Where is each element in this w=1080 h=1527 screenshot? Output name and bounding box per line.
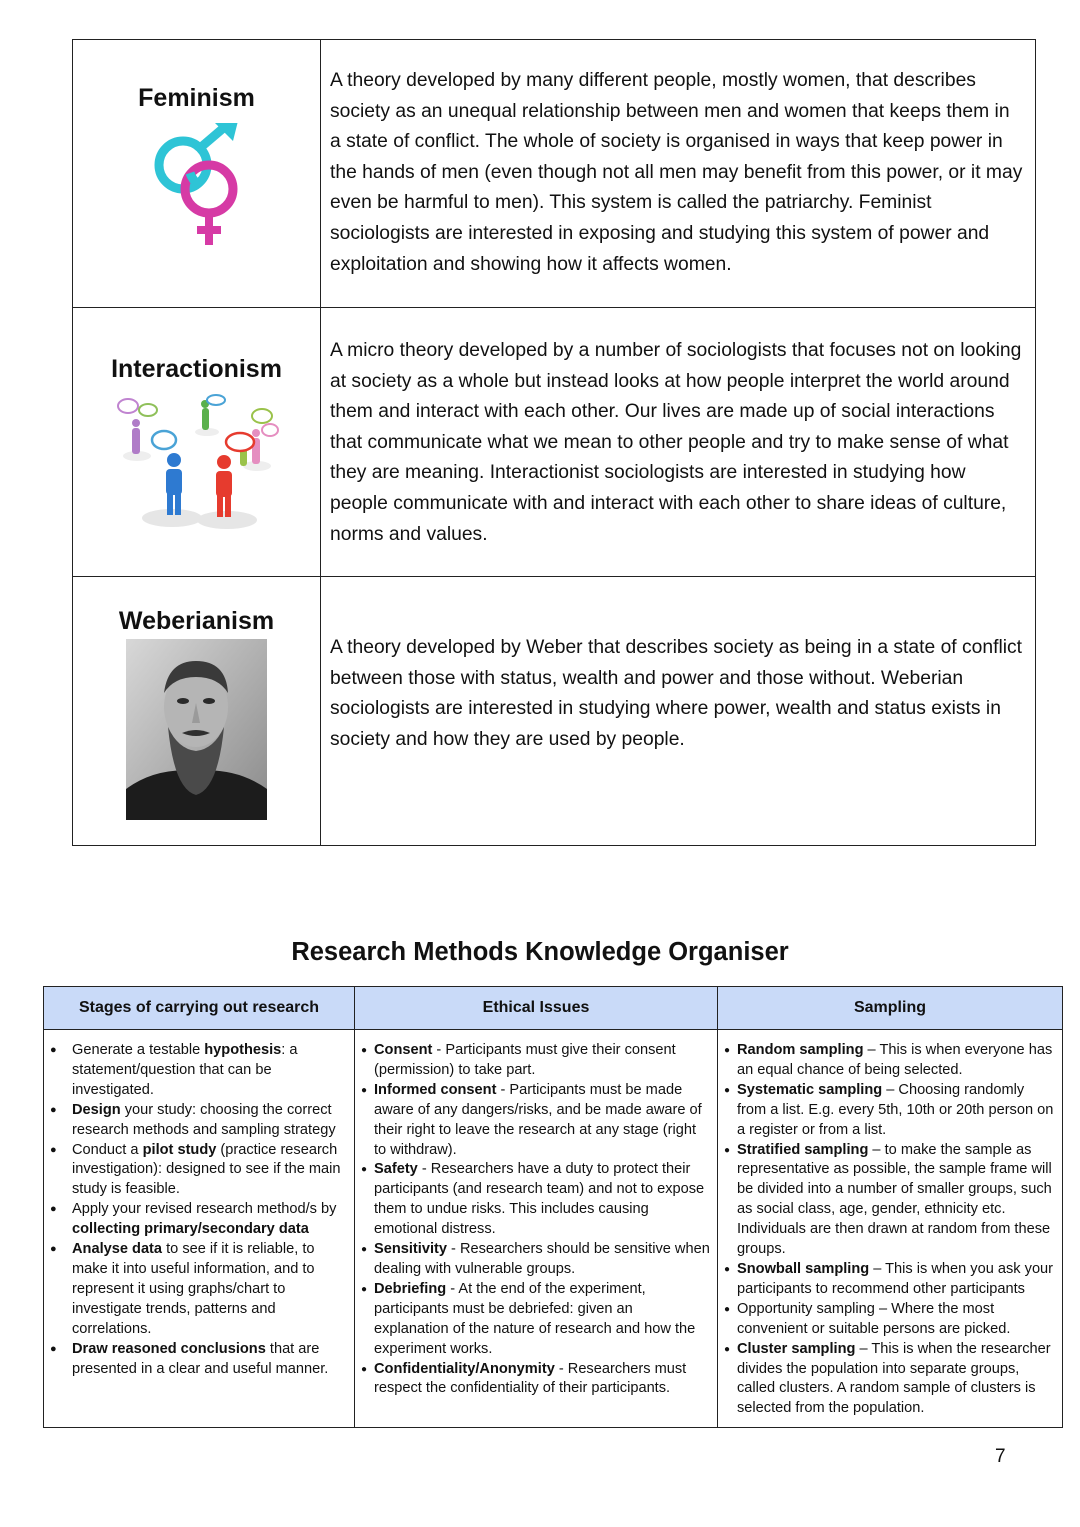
list-item [361,1160,711,1240]
header-sampling: Sampling [718,987,1063,1030]
list-item-term: Draw reasoned conclusions [72,1340,266,1357]
list-item-term: Snowball sampling [737,1260,870,1277]
list-item [724,1300,1056,1340]
organiser-header-row [44,987,1063,1030]
list-item [50,1200,348,1240]
list-item-term: Design [72,1101,121,1118]
list-item-text: Conduct a [72,1141,143,1158]
theory-row-weberianism [73,577,1036,846]
list-item [724,1041,1056,1081]
list-item-term: Safety [374,1161,418,1178]
list-item-text: – Choosing randomly from a list. E.g. every 5th, 10th or 20th person on a register or from a list. [737,1081,1054,1138]
list-item-text: - Researchers have a duty to protect their participants (and research team) and not to expose them to undue risks. This includes causing emotional distress. [374,1161,705,1238]
list-item [50,1340,348,1380]
list-item-text: Apply your revised research method/s by [72,1201,337,1218]
list-item-term: Cluster sampling [737,1340,856,1357]
list-item [50,1141,348,1201]
list-item [361,1081,711,1161]
gender-symbols-icon [147,123,247,249]
list-item-text: (practice research investigation): designed to see if the main study is feasible. [72,1141,341,1198]
theory-description: A theory developed by Weber that describes society as being in a state of conflict between those with status, wealth and power and those without. Weberian sociologists are interested in studying where power, wealth and status exists in society and how they are used by people. [321,577,1036,846]
header-ethical-issues: Ethical Issues [355,987,718,1030]
theory-description: A micro theory developed by a number of sociologists that focuses not on looking at society as a whole but instead looks at how people interpret the world around them and interact with each other. Our lives are made up of social interactions that communicate what we mean to other people and try to make sense of what they are meaning. Interactionist sociologists are interested in studying how people communicate with and interact with each other to share ideas of culture, norms and values. [321,308,1036,577]
theory-title: Interactionism [111,355,282,383]
list-item-term: Debriefing [374,1280,447,1297]
list-item-text: - Participants must be made aware of any dangers/risks, and be made aware of their right to leave the research at any stage (right to withdraw). [374,1081,702,1158]
list-item [724,1260,1056,1300]
organiser-title: Research Methods Knowledge Organiser [291,938,789,966]
list-item-term: Consent [374,1042,433,1058]
list-item-text: - Researchers must respect the confidentiality of their participants. [374,1360,687,1397]
list-item-text: to see if it is reliable, to make it into useful information, and to represent it using graphs/chart to investigate trends, patterns and correlations. [72,1241,315,1337]
list-item-term: Confidentiality/Anonymity [374,1360,555,1377]
theory-description: A theory developed by many different people, mostly women, that describes society as an unequal relationship between men and women that keeps them in a state of conflict. The whole of society is organised in ways that keep power in the hands of men (even though not all men may benefit from this power, or it may even be harmful to men). This system is called the patriarchy. Feminist sociologists are interested in exposing and studying this system of power and exploitation and showing how it affects women. [321,40,1036,308]
theory-title: Feminism [138,84,255,112]
list-item-term: Systematic sampling [737,1081,883,1098]
list-item-term: Informed consent [374,1081,497,1098]
theory-title: Weberianism [118,607,275,635]
list-item [50,1101,348,1141]
weber-portrait [126,639,267,820]
list-item-text: - Researchers should be sensitive when dealing with vulnerable groups. [374,1241,710,1277]
sampling-list [724,1041,1056,1419]
list-item [361,1041,711,1081]
list-item [361,1240,711,1280]
list-item-text: – This is when the researcher divides the population into separate groups, called clusters. A random sample of clusters is selected from the population. [737,1340,1051,1417]
list-item-term: Stratified sampling [737,1141,869,1158]
theory-row-feminism [73,40,1036,308]
theory-label-cell [73,308,321,577]
list-item-text: your study: choosing the correct research methods and sampling strategy [72,1101,336,1138]
list-item-term: hypothesis [204,1042,282,1058]
list-item-term: Sensitivity [374,1241,447,1258]
list-item-text: – This is when you ask your participants to recommend other participants [737,1260,1054,1297]
header-stages: Stages of carrying out research [44,987,355,1030]
list-item-text: that are presented in a clear and useful manner. [72,1340,329,1377]
knowledge-organiser-table [43,986,1063,1428]
list-item-term: Random sampling [737,1042,864,1058]
list-item-text: - Participants must give their consent (permission) to take part. [374,1042,676,1078]
page-number: 7 [995,1446,1006,1467]
list-item-text: – This is when everyone has an equal chance of being selected. [737,1042,1053,1078]
list-item-text: - At the end of the experiment, participants must be debriefed: given an explanation of the nature of research and how the experiment works. [374,1280,696,1357]
theory-label-cell [73,577,321,846]
list-item [724,1340,1056,1420]
list-item [361,1280,711,1360]
list-item-text: Generate a testable [72,1042,205,1058]
list-item [724,1141,1056,1260]
list-item-text: – to make the sample as representative as possible, the sample frame will be divided into a number of smaller groups, such as social class, age, gender, ethnicity etc. Individuals are then drawn at random from these groups. [737,1141,1052,1258]
list-item [50,1041,348,1101]
list-item-text: : a statement/question that can be investigated. [72,1042,298,1098]
list-item [50,1240,348,1340]
list-item-term: Analyse data [72,1241,163,1258]
people-speech-bubbles-icon [112,394,282,534]
stages-cell [44,1030,355,1428]
list-item [724,1081,1056,1141]
theory-label-cell [73,40,321,308]
ethics-cell [355,1030,718,1428]
list-item-term: collecting primary/secondary data [72,1221,309,1238]
list-item-text: Opportunity sampling – Where the most convenient or suitable persons are picked. [737,1300,1011,1337]
ethics-list [361,1041,711,1399]
list-item [361,1360,711,1400]
stages-list [50,1041,348,1379]
theories-table [72,39,1036,846]
organiser-content-row [44,1030,1063,1428]
theory-row-interactionism [73,308,1036,577]
list-item-term: pilot study [142,1141,217,1158]
sampling-cell [718,1030,1063,1428]
